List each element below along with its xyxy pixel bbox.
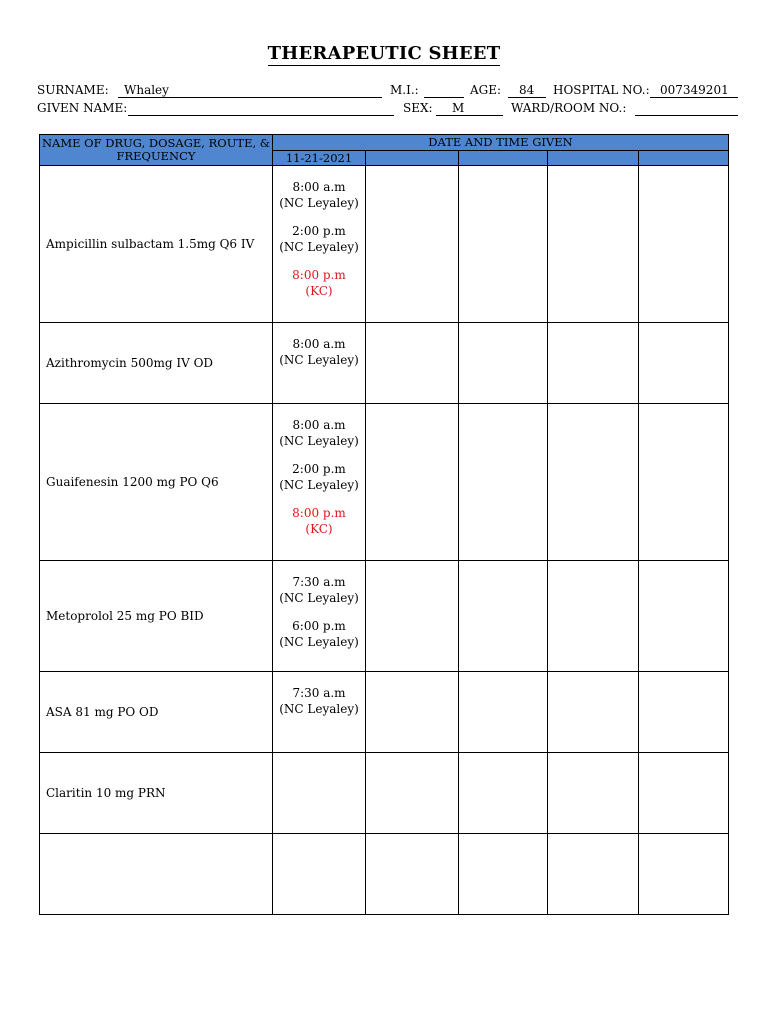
- dose-given-by: (NC Leyaley): [279, 702, 359, 716]
- date-cell[interactable]: [548, 151, 639, 166]
- dose-cell[interactable]: [273, 834, 366, 915]
- dose-given-by: (NC Leyaley): [279, 478, 359, 492]
- empty-dose-cell[interactable]: [459, 834, 548, 915]
- ward-room-field[interactable]: [635, 115, 738, 116]
- empty-dose-cell[interactable]: [366, 753, 459, 834]
- dose-time: 7:30 a.m: [292, 575, 346, 589]
- drug-name-cell[interactable]: Azithromycin 500mg IV OD: [40, 323, 273, 404]
- mi-label: M.I.:: [390, 83, 419, 97]
- dose-cell[interactable]: [273, 323, 366, 404]
- dose-given-by: (KC): [305, 284, 333, 298]
- dose-time: 8:00 a.m: [292, 180, 346, 194]
- empty-dose-cell[interactable]: [366, 672, 459, 753]
- dose-entry: [273, 505, 365, 537]
- age-field[interactable]: [508, 97, 546, 98]
- empty-dose-cell[interactable]: [548, 672, 639, 753]
- date-cell[interactable]: [639, 151, 729, 166]
- empty-dose-cell[interactable]: [366, 561, 459, 672]
- empty-dose-cell[interactable]: [548, 561, 639, 672]
- empty-dose-cell[interactable]: [459, 166, 548, 323]
- date-cell[interactable]: 11-21-2021: [273, 151, 366, 166]
- dose-given-by: (KC): [305, 522, 333, 536]
- empty-dose-cell[interactable]: [366, 166, 459, 323]
- therapeutic-table: [39, 134, 729, 915]
- empty-dose-cell[interactable]: [459, 404, 548, 561]
- dose-cell[interactable]: [273, 672, 366, 753]
- dose-given-by: (NC Leyaley): [279, 591, 359, 605]
- empty-dose-cell[interactable]: [548, 404, 639, 561]
- table-row: [40, 323, 729, 404]
- dose-cell[interactable]: [273, 561, 366, 672]
- dose-entry: [273, 336, 365, 368]
- empty-dose-cell[interactable]: [639, 753, 729, 834]
- dose-time: 8:00 a.m: [292, 337, 346, 351]
- surname-label: SURNAME:: [37, 83, 109, 97]
- dose-entry: [273, 685, 365, 717]
- date-cell[interactable]: [459, 151, 548, 166]
- empty-dose-cell[interactable]: [459, 753, 548, 834]
- hospital-no-field[interactable]: [650, 97, 738, 98]
- hospital-no-label: HOSPITAL NO.:: [553, 83, 650, 97]
- drug-name-cell[interactable]: ASA 81 mg PO OD: [40, 672, 273, 753]
- drug-name-cell[interactable]: Ampicillin sulbactam 1.5mg Q6 IV: [40, 166, 273, 323]
- empty-dose-cell[interactable]: [366, 834, 459, 915]
- table-row: [40, 404, 729, 561]
- hospital-no-value: 007349201: [660, 83, 729, 97]
- date-cell[interactable]: [366, 151, 459, 166]
- drug-name-cell[interactable]: Metoprolol 25 mg PO BID: [40, 561, 273, 672]
- sex-label: SEX:: [403, 101, 433, 115]
- table-row: [40, 672, 729, 753]
- dose-cell[interactable]: [273, 753, 366, 834]
- dose-entry: [273, 267, 365, 299]
- given-name-label: GIVEN NAME:: [37, 101, 128, 115]
- empty-dose-cell[interactable]: [639, 561, 729, 672]
- surname-field[interactable]: [118, 97, 382, 98]
- mi-field[interactable]: [424, 97, 464, 98]
- age-label: AGE:: [470, 83, 502, 97]
- dose-time: 8:00 p.m: [292, 268, 346, 282]
- dose-given-by: (NC Leyaley): [279, 240, 359, 254]
- empty-dose-cell[interactable]: [639, 834, 729, 915]
- dose-time: 7:30 a.m: [292, 686, 346, 700]
- given-name-field[interactable]: [128, 115, 394, 116]
- table-row: [40, 166, 729, 323]
- empty-dose-cell[interactable]: [459, 323, 548, 404]
- dose-cell[interactable]: [273, 404, 366, 561]
- sex-value: M: [452, 101, 465, 115]
- table-row: [40, 561, 729, 672]
- empty-dose-cell[interactable]: [548, 323, 639, 404]
- drug-name-cell[interactable]: Guaifenesin 1200 mg PO Q6: [40, 404, 273, 561]
- sex-field[interactable]: [436, 115, 503, 116]
- dose-time: 2:00 p.m: [292, 462, 346, 476]
- empty-dose-cell[interactable]: [639, 323, 729, 404]
- dose-entry: [273, 223, 365, 255]
- empty-dose-cell[interactable]: [459, 561, 548, 672]
- dose-time: 8:00 p.m: [292, 506, 346, 520]
- table-row: [40, 834, 729, 915]
- dose-given-by: (NC Leyaley): [279, 434, 359, 448]
- drug-column-header: NAME OF DRUG, DOSAGE, ROUTE, & FREQUENCY: [40, 135, 273, 166]
- table-row: [40, 753, 729, 834]
- dose-entry: [273, 461, 365, 493]
- empty-dose-cell[interactable]: [639, 166, 729, 323]
- drug-name-cell[interactable]: [40, 834, 273, 915]
- dose-entry: [273, 574, 365, 606]
- dose-given-by: (NC Leyaley): [279, 196, 359, 210]
- empty-dose-cell[interactable]: [366, 404, 459, 561]
- surname-value: Whaley: [124, 83, 169, 97]
- ward-room-label: WARD/ROOM NO.:: [511, 101, 627, 115]
- empty-dose-cell[interactable]: [548, 753, 639, 834]
- age-value: 84: [519, 83, 535, 97]
- date-time-header: DATE AND TIME GIVEN: [273, 135, 729, 151]
- dose-entry: [273, 618, 365, 650]
- empty-dose-cell[interactable]: [639, 672, 729, 753]
- empty-dose-cell[interactable]: [548, 166, 639, 323]
- dose-cell[interactable]: [273, 166, 366, 323]
- empty-dose-cell[interactable]: [639, 404, 729, 561]
- dose-entry: [273, 179, 365, 211]
- dose-given-by: (NC Leyaley): [279, 635, 359, 649]
- empty-dose-cell[interactable]: [548, 834, 639, 915]
- dose-time: 6:00 p.m: [292, 619, 346, 633]
- empty-dose-cell[interactable]: [366, 323, 459, 404]
- empty-dose-cell[interactable]: [459, 672, 548, 753]
- dose-entry: [273, 417, 365, 449]
- drug-name-cell[interactable]: Claritin 10 mg PRN: [40, 753, 273, 834]
- sheet-title: THERAPEUTIC SHEET: [267, 43, 501, 64]
- dose-time: 8:00 a.m: [292, 418, 346, 432]
- dose-time: 2:00 p.m: [292, 224, 346, 238]
- dose-given-by: (NC Leyaley): [279, 353, 359, 367]
